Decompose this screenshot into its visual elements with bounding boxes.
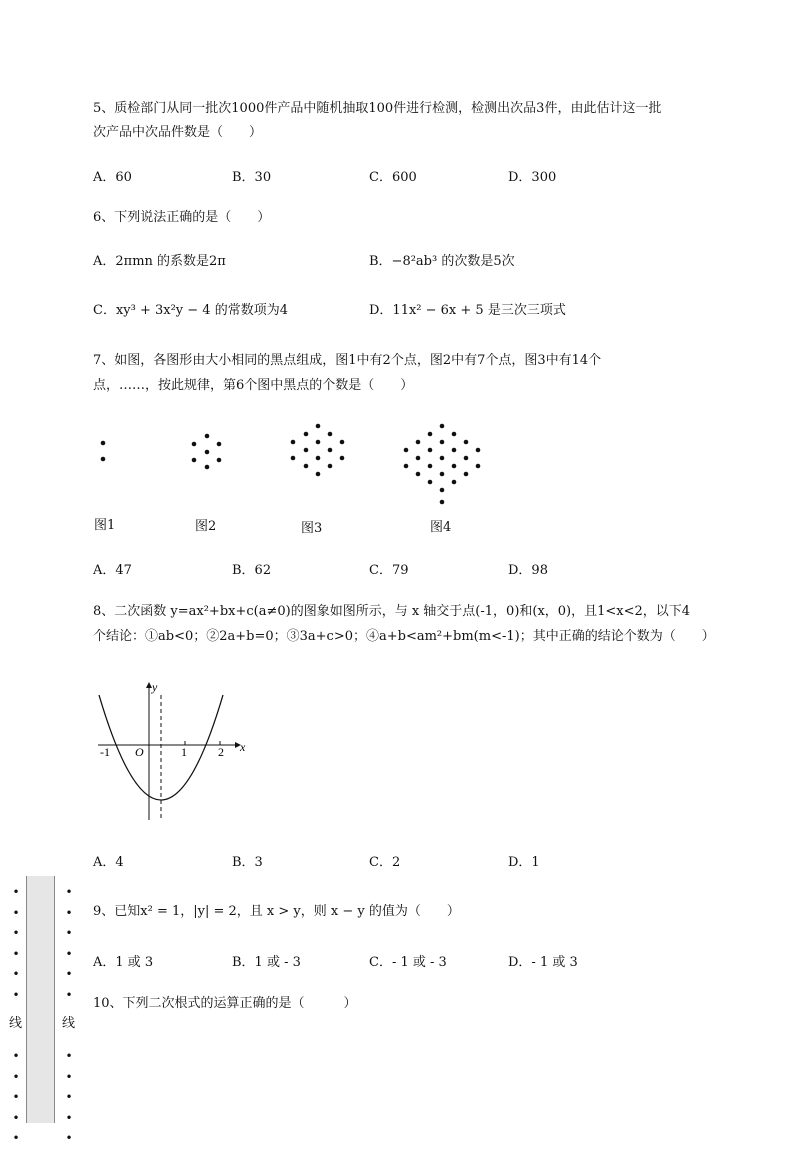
y-axis-label: y (152, 680, 158, 694)
q7-option-c: C．79 (369, 563, 409, 578)
q5-line2: 次产品中次品件数是（ ） (93, 125, 263, 140)
q7-option-b: B．62 (232, 563, 272, 578)
q8-option-b: B．3 (232, 855, 263, 870)
q7-option-a: A．47 (93, 563, 132, 578)
q5-option-a: A．60 (93, 170, 132, 185)
figure-1-dots (101, 441, 106, 462)
q9-stem: 9、已知x² = 1，|y| = 2，且 x > y，则 x − y 的值为（ ） (93, 904, 460, 919)
q8-option-c: C．2 (369, 855, 401, 870)
q6-option-c: C．xy³ + 3x²y − 4 的常数项为4 (93, 303, 288, 318)
x-axis-label: x (240, 740, 246, 754)
tick-neg1-label: -1 (100, 745, 110, 759)
q7-line1: 7、如图，各图形由大小相同的黑点组成，图1中有2个点，图2中有7个点，图3中有14个 (93, 353, 602, 368)
q5-option-c: C．600 (369, 170, 417, 185)
q7-dot-figures (90, 415, 510, 515)
q5-line1: 5、质检部门从同一批次1000件产品中随机抽取100件进行检测，检测出次品3件，由此估计这一批 (93, 101, 662, 116)
figure-4-label: 图4 (430, 520, 452, 535)
margin-dots-right: • • • • • • • • • • • (65, 885, 73, 1145)
q7-option-d: D．98 (508, 563, 548, 578)
tick-1-label: 1 (181, 745, 187, 759)
figure-2-dots (192, 434, 222, 470)
q10-stem: 10、下列二次根式的运算正确的是（ ） (93, 996, 357, 1011)
q9-option-c: C．- 1 或 - 3 (369, 955, 447, 970)
q9-option-d: D．- 1 或 3 (508, 955, 578, 970)
tick-2-label: 2 (218, 745, 224, 759)
margin-dots-left: • • • • • • • • • • • (12, 885, 20, 1145)
figure-3-label: 图3 (301, 521, 323, 536)
q8-option-a: A．4 (93, 855, 124, 870)
figure-2-label: 图2 (195, 519, 217, 534)
margin-char-right: 线 (62, 1016, 76, 1031)
q8-line1: 8、二次函数 y=ax²+bx+c(a≠0)的图象如图所示，与 x 轴交于点(-1，0)和(x，0)，且1<x<2，以下4 (93, 604, 691, 619)
margin-char-left: 线 (9, 1012, 22, 1031)
q5-option-b: B．30 (232, 170, 272, 185)
q6-option-b: B．−8²ab³ 的次数是5次 (369, 254, 515, 269)
q6-stem: 6、下列说法正确的是（ ） (93, 210, 271, 225)
q9-option-a: A．1 或 3 (93, 955, 154, 970)
q8-parabola-graph (90, 675, 260, 830)
q6-option-a: A．2πmn 的系数是2π (93, 254, 226, 269)
q7-line2: 点，……，按此规律，第6个图中黑点的个数是（ ） (93, 378, 414, 393)
figure-1-label: 图1 (94, 518, 116, 533)
figure-3-dots (291, 424, 345, 477)
q8-option-d: D．1 (508, 855, 540, 870)
q6-option-d: D．11x² − 6x + 5 是三次三项式 (369, 303, 566, 318)
binding-margin-strip (26, 876, 55, 1123)
q9-option-b: B．1 或 - 3 (232, 955, 301, 970)
origin-label: O (135, 745, 144, 759)
figure-4-dots (404, 424, 481, 505)
q8-line2: 个结论：①ab<0；②2a+b=0；③3a+c>0；④a+b<am²+bm(m<-1)；其中正确的结论个数为（ ） (93, 629, 715, 644)
q5-option-d: D．300 (508, 170, 557, 185)
